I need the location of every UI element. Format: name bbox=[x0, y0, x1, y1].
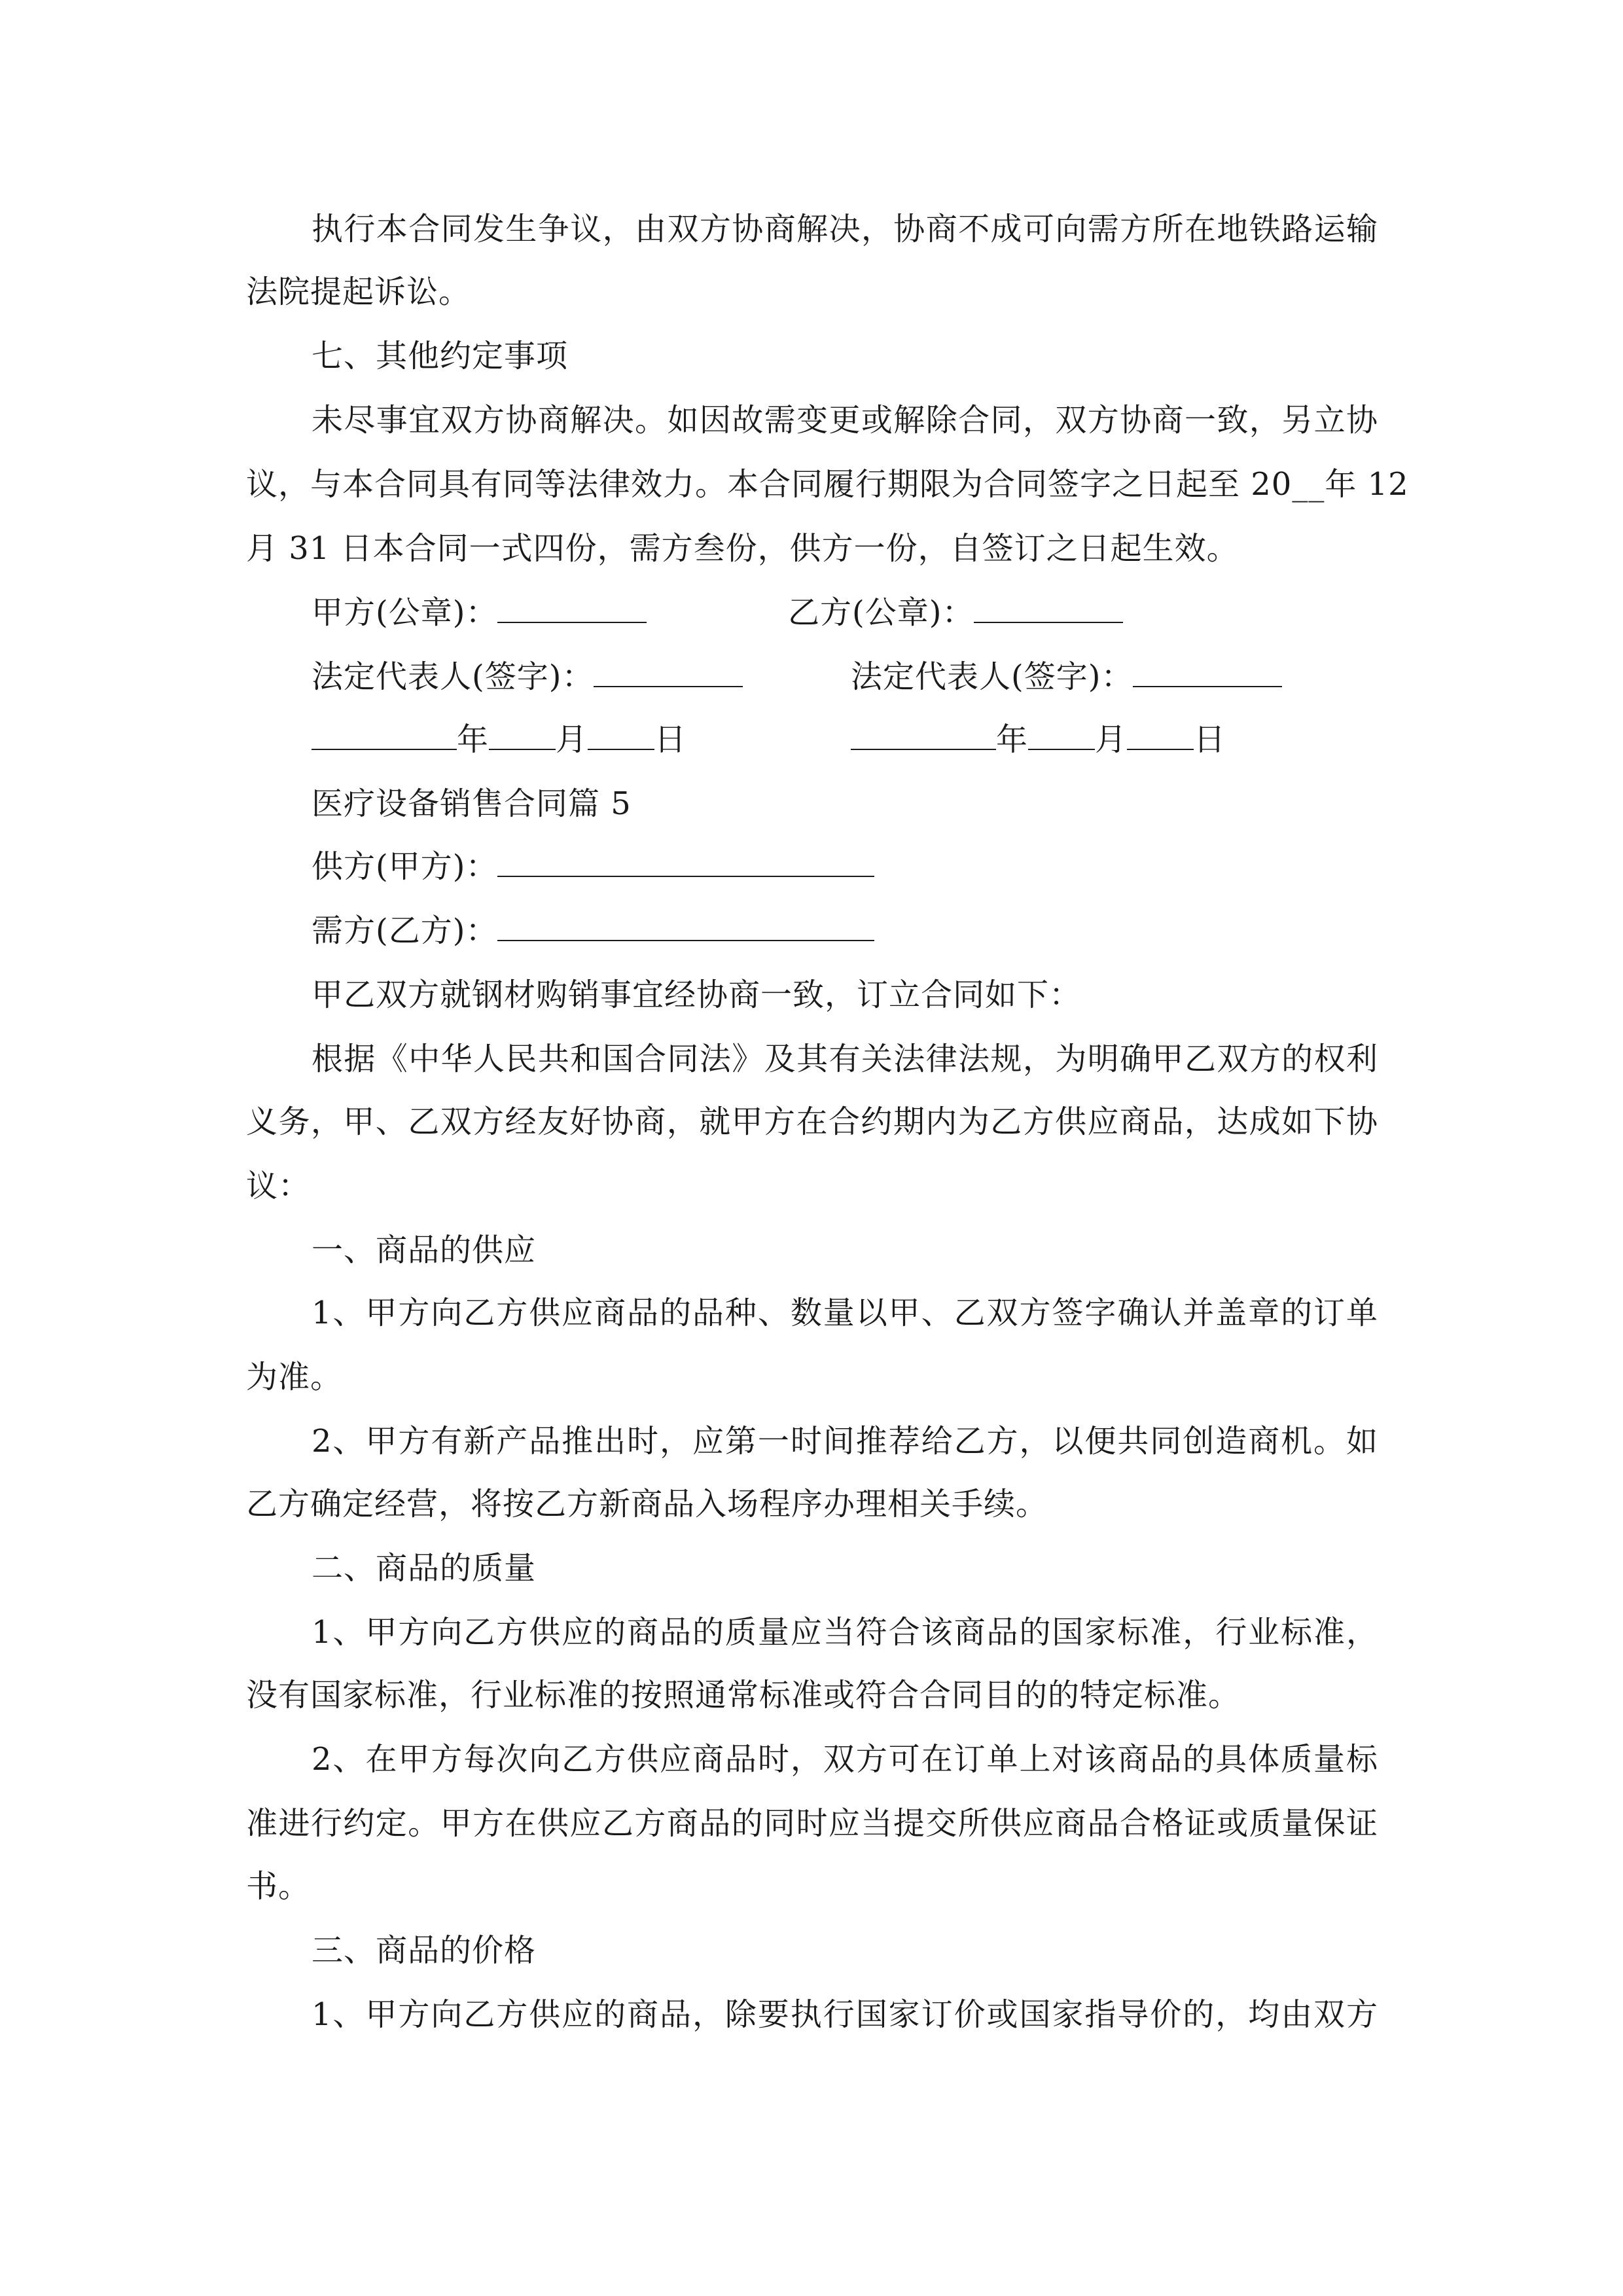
paragraph-line: 法院提起诉讼。 bbox=[246, 274, 471, 310]
party-b-date bbox=[851, 720, 1226, 759]
party-b-seal-blank bbox=[974, 593, 1123, 623]
rep-b-blank bbox=[1133, 657, 1282, 687]
paragraph-line: 1、甲方向乙方供应商品的品种、数量以甲、乙双方签字确认并盖章的订单 bbox=[312, 1295, 1378, 1331]
party-a-seal-blank bbox=[497, 593, 647, 623]
year-label: 年 bbox=[457, 721, 490, 758]
year-blank bbox=[312, 720, 457, 750]
paragraph-line: 书。 bbox=[246, 1868, 311, 1905]
year-label: 年 bbox=[996, 721, 1029, 758]
month-blank bbox=[1028, 720, 1095, 750]
rep-b-label: 法定代表人(签字)： bbox=[851, 658, 1133, 695]
section-heading: 二、商品的质量 bbox=[312, 1550, 537, 1587]
day-blank bbox=[588, 720, 654, 750]
day-label: 日 bbox=[654, 721, 687, 758]
paragraph-line: 义务，甲、乙双方经友好协商，就甲方在合约期内为乙方供应商品，达成如下协 bbox=[246, 1103, 1378, 1140]
paragraph-line: 未尽事宜双方协商解决。如因故需变更或解除合同，双方协商一致，另立协 bbox=[312, 402, 1378, 439]
paragraph-line: 没有国家标准，行业标准的按照通常标准或符合合同目的的特定标准。 bbox=[246, 1677, 1241, 1713]
party-b-representative bbox=[851, 657, 1282, 696]
party-a-representative bbox=[312, 657, 743, 696]
day-blank bbox=[1127, 720, 1194, 750]
paragraph-line: 2、在甲方每次向乙方供应商品时，双方可在订单上对该商品的具体质量标 bbox=[312, 1741, 1378, 1778]
buyer-label: 需方(乙方)： bbox=[312, 912, 498, 949]
buyer-blank bbox=[497, 911, 874, 941]
section-heading: 三、商品的价格 bbox=[312, 1932, 537, 1969]
paragraph-line: 1、甲方向乙方供应的商品，除要执行国家订价或国家指导价的，均由双方 bbox=[312, 1996, 1378, 2033]
section-heading: 一、商品的供应 bbox=[312, 1232, 537, 1268]
section-heading: 七、其他约定事项 bbox=[312, 338, 569, 374]
party-b-seal-label: 乙方(公章)： bbox=[788, 594, 974, 631]
paragraph-line: 准进行约定。甲方在供应乙方商品的同时应当提交所供应商品合格证或质量保证 bbox=[246, 1805, 1378, 1842]
rep-a-blank bbox=[594, 657, 743, 687]
supplier-field bbox=[312, 847, 874, 886]
paragraph-line: 月 31 日本合同一式四份，需方叁份，供方一份，自签订之日起生效。 bbox=[246, 530, 1239, 567]
paragraph-line: 根据《中华人民共和国合同法》及其有关法律法规，为明确甲乙双方的权利 bbox=[312, 1041, 1378, 1077]
supplier-label: 供方(甲方)： bbox=[312, 848, 498, 885]
paragraph-line: 乙方确定经营，将按乙方新商品入场程序办理相关手续。 bbox=[246, 1486, 1048, 1522]
contract-title: 医疗设备销售合同篇 5 bbox=[312, 785, 632, 822]
party-a-seal bbox=[312, 593, 647, 632]
month-blank bbox=[489, 720, 556, 750]
day-label: 日 bbox=[1194, 721, 1226, 758]
paragraph-line: 甲乙双方就钢材购销事宜经协商一致，订立合同如下： bbox=[312, 977, 1082, 1013]
paragraph-line: 议： bbox=[246, 1168, 311, 1204]
paragraph-line: 2、甲方有新产品推出时，应第一时间推荐给乙方，以便共同创造商机。如 bbox=[312, 1423, 1378, 1460]
paragraph-line: 议，与本合同具有同等法律效力。本合同履行期限为合同签字之日起至 20__年 12 bbox=[246, 466, 1409, 503]
party-a-date bbox=[312, 720, 687, 759]
month-label: 月 bbox=[556, 721, 588, 758]
rep-a-label: 法定代表人(签字)： bbox=[312, 658, 594, 695]
supplier-blank bbox=[497, 847, 874, 877]
party-b-seal bbox=[788, 593, 1123, 632]
paragraph-line: 为准。 bbox=[246, 1359, 343, 1395]
year-blank bbox=[851, 720, 996, 750]
month-label: 月 bbox=[1095, 721, 1128, 758]
paragraph-line: 执行本合同发生争议，由双方协商解决，协商不成可向需方所在地铁路运输 bbox=[312, 211, 1378, 247]
party-a-seal-label: 甲方(公章)： bbox=[312, 594, 498, 631]
paragraph-line: 1、甲方向乙方供应的商品的质量应当符合该商品的国家标准，行业标准， bbox=[312, 1614, 1378, 1651]
buyer-field bbox=[312, 911, 874, 950]
